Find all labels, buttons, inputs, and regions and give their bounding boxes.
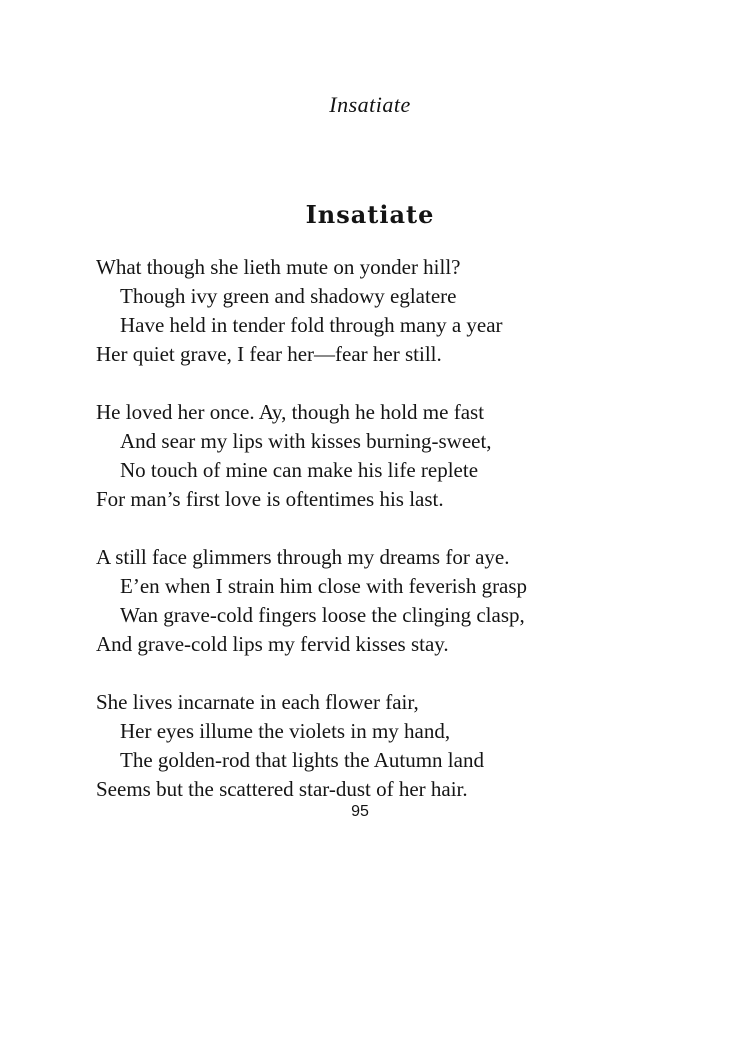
poem-line: And sear my lips with kisses burning-sweet, <box>120 429 492 453</box>
poem-line: What though she lieth mute on yonder hill? <box>96 255 461 279</box>
poem-line: E’en when I strain him close with feverish grasp <box>120 574 528 598</box>
running-head: Insatiate <box>329 92 411 117</box>
poem-line: Have held in tender fold through many a year <box>120 313 503 337</box>
stanza-3 <box>96 543 706 659</box>
poem-line: Wan grave-cold fingers loose the clinging clasp, <box>120 603 525 627</box>
poem-line: Seems but the scattered star-dust of her hair. <box>96 777 468 801</box>
poem-line: Her eyes illume the violets in my hand, <box>120 719 451 743</box>
poem-line: The golden-rod that lights the Autumn land <box>120 748 484 772</box>
poem-line: Though ivy green and shadowy eglatere <box>120 284 457 308</box>
poem-line: A still face glimmers through my dreams for aye. <box>96 545 510 569</box>
poem-line: He loved her once. Ay, though he hold me fast <box>96 400 485 424</box>
poem-line: She lives incarnate in each flower fair, <box>96 690 419 714</box>
poem-line: For man’s first love is oftentimes his last. <box>96 487 444 511</box>
stanza-2 <box>96 398 706 514</box>
poem-line: Her quiet grave, I fear her—fear her still. <box>96 342 442 366</box>
poem-title: Insatiate <box>305 200 435 229</box>
poem-line: No touch of mine can make his life replete <box>120 458 479 482</box>
poem-body <box>96 253 706 833</box>
stanza-4 <box>96 688 706 804</box>
page-number: 95 <box>351 803 369 820</box>
poem-line: And grave-cold lips my fervid kisses stay. <box>96 632 449 656</box>
stanza-1 <box>96 253 706 369</box>
